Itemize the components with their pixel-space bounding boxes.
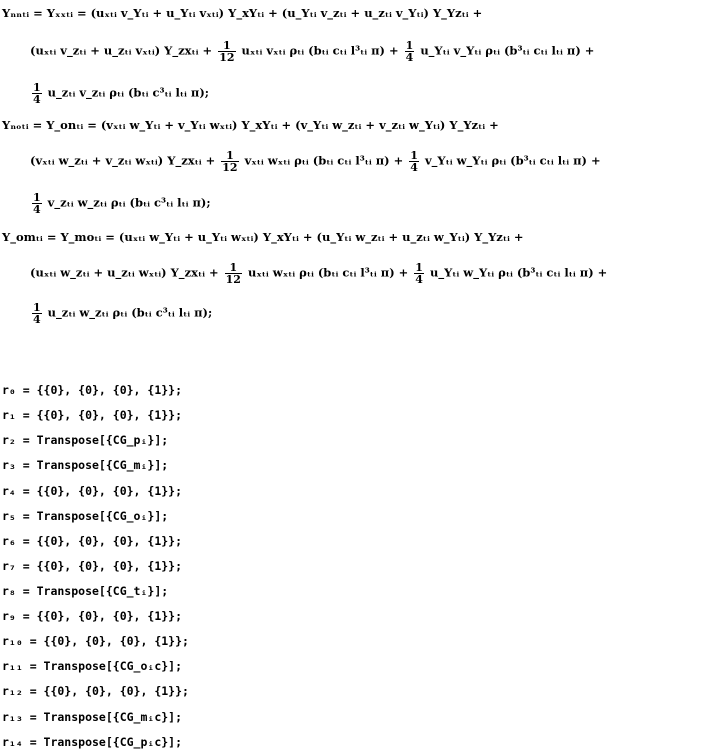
equation-1-term-b: uₓₜᵢ vₓₜᵢ ρₜᵢ (bₜᵢ cₜᵢ l³ₜᵢ π) + (241, 43, 399, 58)
equation-3-term-a: (uₓₜᵢ w_zₜᵢ + u_zₜᵢ wₓₜᵢ) Y_zxₜᵢ + (30, 265, 219, 280)
code-line-r11: r₁₁ = Transpose[{CG_oᵢc}]; (2, 659, 183, 673)
code-line-r9: r₉ = {{0}, {0}, {0}, {1}}; (2, 609, 183, 623)
code-line-r1: r₁ = {{0}, {0}, {0}, {1}}; (2, 408, 183, 422)
equation-3-line-3 (30, 302, 212, 325)
equation-3-term-b: uₓₜᵢ wₓₜᵢ ρₜᵢ (bₜᵢ cₜᵢ l³ₜᵢ π) + (247, 265, 409, 280)
equation-2-line-3 (30, 192, 211, 215)
equation-2-line-1: Yₙₒₜᵢ = Y_onₜᵢ = (vₓₜᵢ w_Yₜᵢ + v_Yₜᵢ wₓₜᵢ) Y_xYₜᵢ + (v_Yₜᵢ w_zₜᵢ + v_zₜᵢ w_Yₜᵢ) Y_Yzₜᵢ + (2, 118, 499, 132)
fraction-one-quarter: $\frac{1}{4}$ (33, 81, 41, 106)
code-line-r3: r₃ = Transpose[{CG_mᵢ}]; (2, 458, 169, 472)
fraction-one-quarter: $\frac{1}{4}$ (415, 261, 423, 286)
equation-3-term-c: u_Yₜᵢ w_Yₜᵢ ρₜᵢ (b³ₜᵢ cₜᵢ lₜᵢ π) + (429, 265, 608, 280)
equation-1-line-1: Yₙₙₜᵢ = Yₓₓₜᵢ = (uₓₜᵢ v_Yₜᵢ + u_Yₜᵢ vₓₜᵢ) Y_xYₜᵢ + (u_Yₜᵢ v_zₜᵢ + u_zₜᵢ v_Yₜᵢ) Y_Yzₜᵢ + (2, 6, 483, 20)
fraction-one-twelfth: $\frac{1}{12}$ (222, 149, 238, 174)
equation-1-line-2 (30, 40, 594, 63)
code-line-r8: r₈ = Transpose[{CG_tᵢ}]; (2, 584, 169, 598)
fraction-one-quarter: $\frac{1}{4}$ (33, 301, 41, 326)
equation-1-line-3 (30, 82, 209, 105)
code-line-r6: r₆ = {{0}, {0}, {0}, {1}}; (2, 534, 183, 548)
equation-1-term-a: (uₓₜᵢ v_zₜᵢ + u_zₜᵢ vₓₜᵢ) Y_zxₜᵢ + (30, 43, 213, 58)
code-line-r5: r₅ = Transpose[{CG_oᵢ}]; (2, 509, 169, 523)
fraction-one-quarter: $\frac{1}{4}$ (33, 191, 41, 216)
equation-2-line-2 (30, 150, 601, 173)
equation-2-term-b: vₓₜᵢ wₓₜᵢ ρₜᵢ (bₜᵢ cₜᵢ l³ₜᵢ π) + (244, 153, 404, 168)
equation-3-term-d: u_zₜᵢ w_zₜᵢ ρₜᵢ (bₜᵢ c³ₜᵢ lₜᵢ π); (47, 305, 213, 320)
equation-1-term-c: u_Yₜᵢ v_Yₜᵢ ρₜᵢ (b³ₜᵢ cₜᵢ lₜᵢ π) + (420, 43, 595, 58)
equation-2-term-c: v_Yₜᵢ w_Yₜᵢ ρₜᵢ (b³ₜᵢ cₜᵢ lₜᵢ π) + (424, 153, 601, 168)
fraction-one-quarter: $\frac{1}{4}$ (410, 149, 418, 174)
code-line-r4: r₄ = {{0}, {0}, {0}, {1}}; (2, 484, 183, 498)
equation-2-term-a: (vₓₜᵢ w_zₜᵢ + v_zₜᵢ wₓₜᵢ) Y_zxₜᵢ + (30, 153, 216, 168)
code-line-r10: r₁₀ = {{0}, {0}, {0}, {1}}; (2, 634, 189, 648)
equation-1-term-d: u_zₜᵢ v_zₜᵢ ρₜᵢ (bₜᵢ c³ₜᵢ lₜᵢ π); (47, 85, 210, 100)
equation-3-line-1: Y_omₜᵢ = Y_moₜᵢ = (uₓₜᵢ w_Yₜᵢ + u_Yₜᵢ wₓₜᵢ) Y_xYₜᵢ + (u_Yₜᵢ w_zₜᵢ + u_zₜᵢ w_Yₜᵢ) Y_Yzₜᵢ + (2, 230, 524, 244)
equation-2-term-d: v_zₜᵢ w_zₜᵢ ρₜᵢ (bₜᵢ c³ₜᵢ lₜᵢ π); (47, 195, 211, 210)
equation-3-line-2 (30, 262, 607, 285)
fraction-one-twelfth: $\frac{1}{12}$ (219, 39, 235, 64)
code-line-r13: r₁₃ = Transpose[{CG_mᵢc}]; (2, 710, 183, 724)
code-line-r0: r₀ = {{0}, {0}, {0}, {1}}; (2, 383, 183, 397)
code-line-r12: r₁₂ = {{0}, {0}, {0}, {1}}; (2, 684, 189, 698)
fraction-one-quarter: $\frac{1}{4}$ (405, 39, 414, 64)
fraction-one-twelfth: $\frac{1}{12}$ (225, 261, 241, 286)
code-line-r2: r₂ = Transpose[{CG_pᵢ}]; (2, 433, 169, 447)
code-line-r7: r₇ = {{0}, {0}, {0}, {1}}; (2, 559, 183, 573)
code-line-r14: r₁₄ = Transpose[{CG_pᵢc}]; (2, 735, 183, 749)
